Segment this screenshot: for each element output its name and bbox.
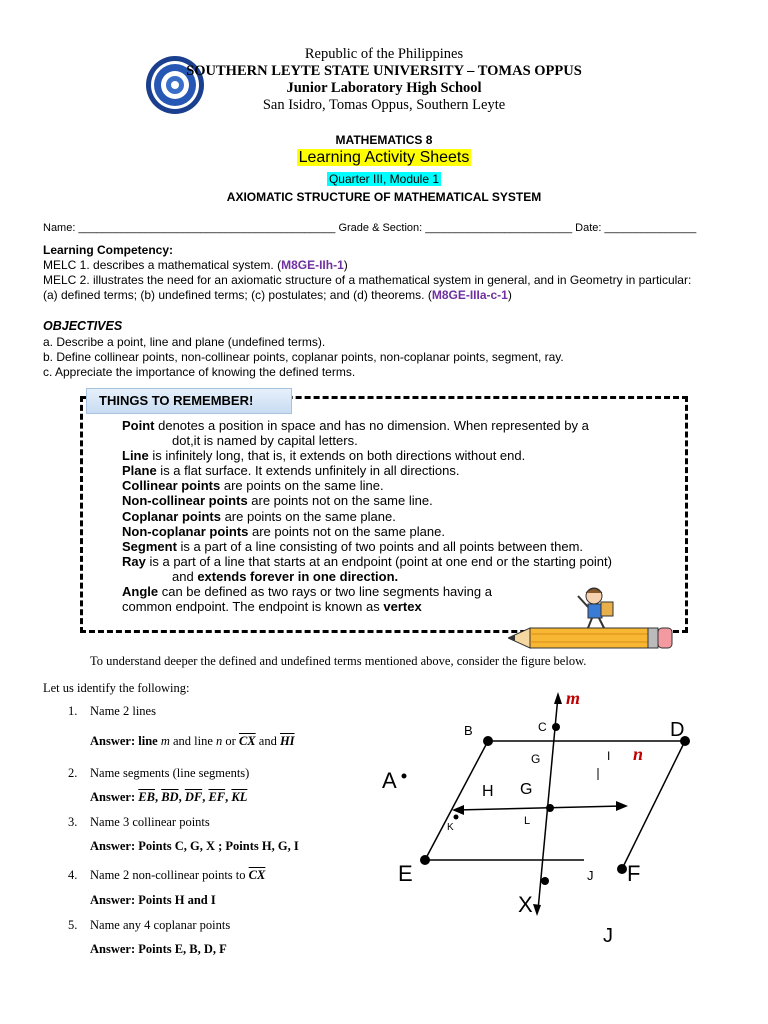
- identify-text: Let us identify the following:: [43, 681, 190, 695]
- question-1-text: Name 2 lines: [90, 704, 156, 718]
- label-g1: G: [531, 752, 541, 766]
- remember-title: THINGS TO REMEMBER!: [86, 388, 292, 414]
- label-i1: I: [607, 749, 611, 763]
- melc-1: [43, 258, 348, 273]
- point-f: [617, 864, 627, 874]
- def-collinear: Collinear points are points on the same line.: [122, 478, 384, 494]
- label-j1: J: [587, 868, 594, 883]
- def-line: Line is infinitely long, that is, it extends on both directions without end.: [122, 448, 526, 464]
- def-segment: Segment is a part of a line consisting of two points and all points between them.: [122, 538, 584, 554]
- topic-title: AXIOMATIC STRUCTURE OF MATHEMATICAL SYSTEM: [226, 190, 542, 204]
- point-a: [402, 774, 407, 779]
- label-n: n: [633, 744, 644, 764]
- def-plane: Plane is a flat surface. It extends unfinitely in all directions.: [122, 463, 460, 479]
- label-a: A: [382, 768, 397, 793]
- point-e: [420, 855, 430, 865]
- def-angle: Angle can be defined as two rays or two line segments having a: [122, 584, 492, 600]
- melc-2-code: M8GE-IIIa-c-1: [431, 288, 508, 302]
- answer-1: Answer: line m and line n or $\overline{CX}$ and $\overline{HI}$: [90, 734, 295, 748]
- label-m: m: [566, 688, 581, 708]
- line-m-arrow-bottom: [533, 904, 541, 916]
- melc-1-end: ): [343, 258, 348, 272]
- label-j2: J: [603, 925, 613, 947]
- student-info-line: Name: __________________________________________ Grade & Section: ________________________ Date: _______________: [43, 222, 697, 234]
- label-h: H: [482, 783, 494, 800]
- definitions-list: [122, 418, 662, 614]
- label-c: C: [538, 720, 547, 734]
- answer-4: Answer: Points H and I: [90, 893, 216, 907]
- header-republic: Republic of the Philippines: [304, 46, 464, 62]
- label-e: E: [398, 861, 413, 886]
- def-point-cont: dot,it is named by capital letters.: [172, 433, 358, 449]
- question-2-number: 2.: [68, 766, 78, 780]
- answer-2: Answer: $\overline{EB}$, $\overline{BD}$, $\overline{DF}$, $\overline{EF}$, $\overline{KL}$: [90, 790, 248, 804]
- def-angle-cont: common endpoint. The endpoint is known as vertex: [122, 599, 422, 615]
- line-m-arrow-top: [554, 692, 562, 704]
- def-noncoplanar: Non-coplanar points are points not on the same plane.: [122, 523, 445, 539]
- answer-3: Answer: Points C, G, X ; Points H, G, I: [90, 839, 299, 853]
- question-5: [68, 918, 230, 933]
- point-c: [552, 723, 560, 731]
- def-point: Point denotes a position in space and has no dimension. When represented by a: [122, 418, 589, 433]
- label-x: X: [518, 892, 533, 917]
- sheet-title: Learning Activity Sheets: [298, 149, 470, 166]
- quarter-label: Quarter III, Module 1: [328, 172, 440, 186]
- question-4-number: 4.: [68, 868, 78, 882]
- objective-b: b. Define collinear points, non-collinear points, coplanar points, non-coplanar points, segment, ray.: [43, 350, 564, 364]
- point-x: [541, 877, 549, 885]
- question-4-text: Name 2 non-collinear points to: [90, 868, 249, 882]
- question-1-number: 1.: [68, 704, 78, 718]
- question-5-number: 5.: [68, 918, 78, 932]
- label-l: L: [524, 815, 531, 827]
- objective-c: c. Appreciate the importance of knowing the defined terms.: [43, 365, 356, 379]
- question-3-number: 3.: [68, 815, 78, 829]
- question-2: [68, 766, 249, 781]
- subject-title: MATHEMATICS 8: [335, 133, 433, 147]
- point-g: [546, 804, 554, 812]
- quarter-wrap: [0, 170, 768, 188]
- objective-a: a. Describe a point, line and plane (undefined terms).: [43, 335, 326, 349]
- melc-2-line2: [43, 288, 512, 303]
- question-5-text: Name any 4 coplanar points: [90, 918, 231, 932]
- label-f: F: [627, 861, 641, 886]
- question-3-text: Name 3 collinear points: [90, 815, 210, 829]
- question-3: [68, 815, 210, 830]
- sheet-title-wrap: [0, 148, 768, 168]
- melc-2-text: (a) defined terms; (b) undefined terms; (c) postulates; and (d) theorems. (: [43, 288, 432, 302]
- melc-1-text: MELC 1. describes a mathematical system. (: [43, 258, 282, 272]
- objectives-title: OBJECTIVES: [43, 319, 123, 333]
- melc-2-end: ): [507, 288, 512, 302]
- answer-5: Answer: Points E, B, D, F: [90, 942, 227, 956]
- label-g2: G: [520, 781, 533, 798]
- competency-title: Learning Competency:: [43, 243, 174, 257]
- label-d: D: [670, 719, 685, 741]
- label-b: B: [464, 723, 473, 738]
- question-4-line: $\overline{CX}$: [248, 868, 266, 882]
- line-n-arrow-right: [616, 801, 628, 811]
- header-address: San Isidro, Tomas Oppus, Southern Leyte: [262, 97, 506, 113]
- melc-2-line1: MELC 2. illustrates the need for an axiomatic structure of a mathematical system in general, and in Geometry in particular:: [43, 273, 692, 287]
- question-2-text: Name segments (line segments): [90, 766, 250, 780]
- def-ray: Ray is a part of a line that starts at an endpoint (point at one end or the starting point): [122, 553, 612, 569]
- header-school: Junior Laboratory High School: [286, 80, 482, 96]
- question-4: [68, 868, 265, 883]
- point-b: [483, 736, 493, 746]
- melc-1-code: M8GE-IIh-1: [281, 258, 344, 272]
- label-k: K: [447, 822, 454, 833]
- question-1: [68, 704, 156, 719]
- def-noncollinear: Non-collinear points are points not on the same line.: [122, 493, 433, 509]
- def-ray-cont: and extends forever in one direction.: [172, 568, 399, 584]
- school-header: [0, 46, 768, 114]
- segment-df: [622, 741, 685, 869]
- segment-eb: [425, 741, 488, 860]
- intro-text: To understand deeper the defined and undefined terms mentioned above, consider the figure below.: [90, 654, 587, 668]
- header-university: SOUTHERN LEYTE STATE UNIVERSITY – TOMAS OPPUS: [186, 63, 582, 79]
- def-coplanar: Coplanar points are points on the same plane.: [122, 508, 396, 524]
- line-n: [456, 806, 622, 810]
- point-k: [454, 815, 459, 820]
- boy-on-pencil-illustration: [508, 586, 678, 656]
- geometry-figure: [370, 684, 700, 950]
